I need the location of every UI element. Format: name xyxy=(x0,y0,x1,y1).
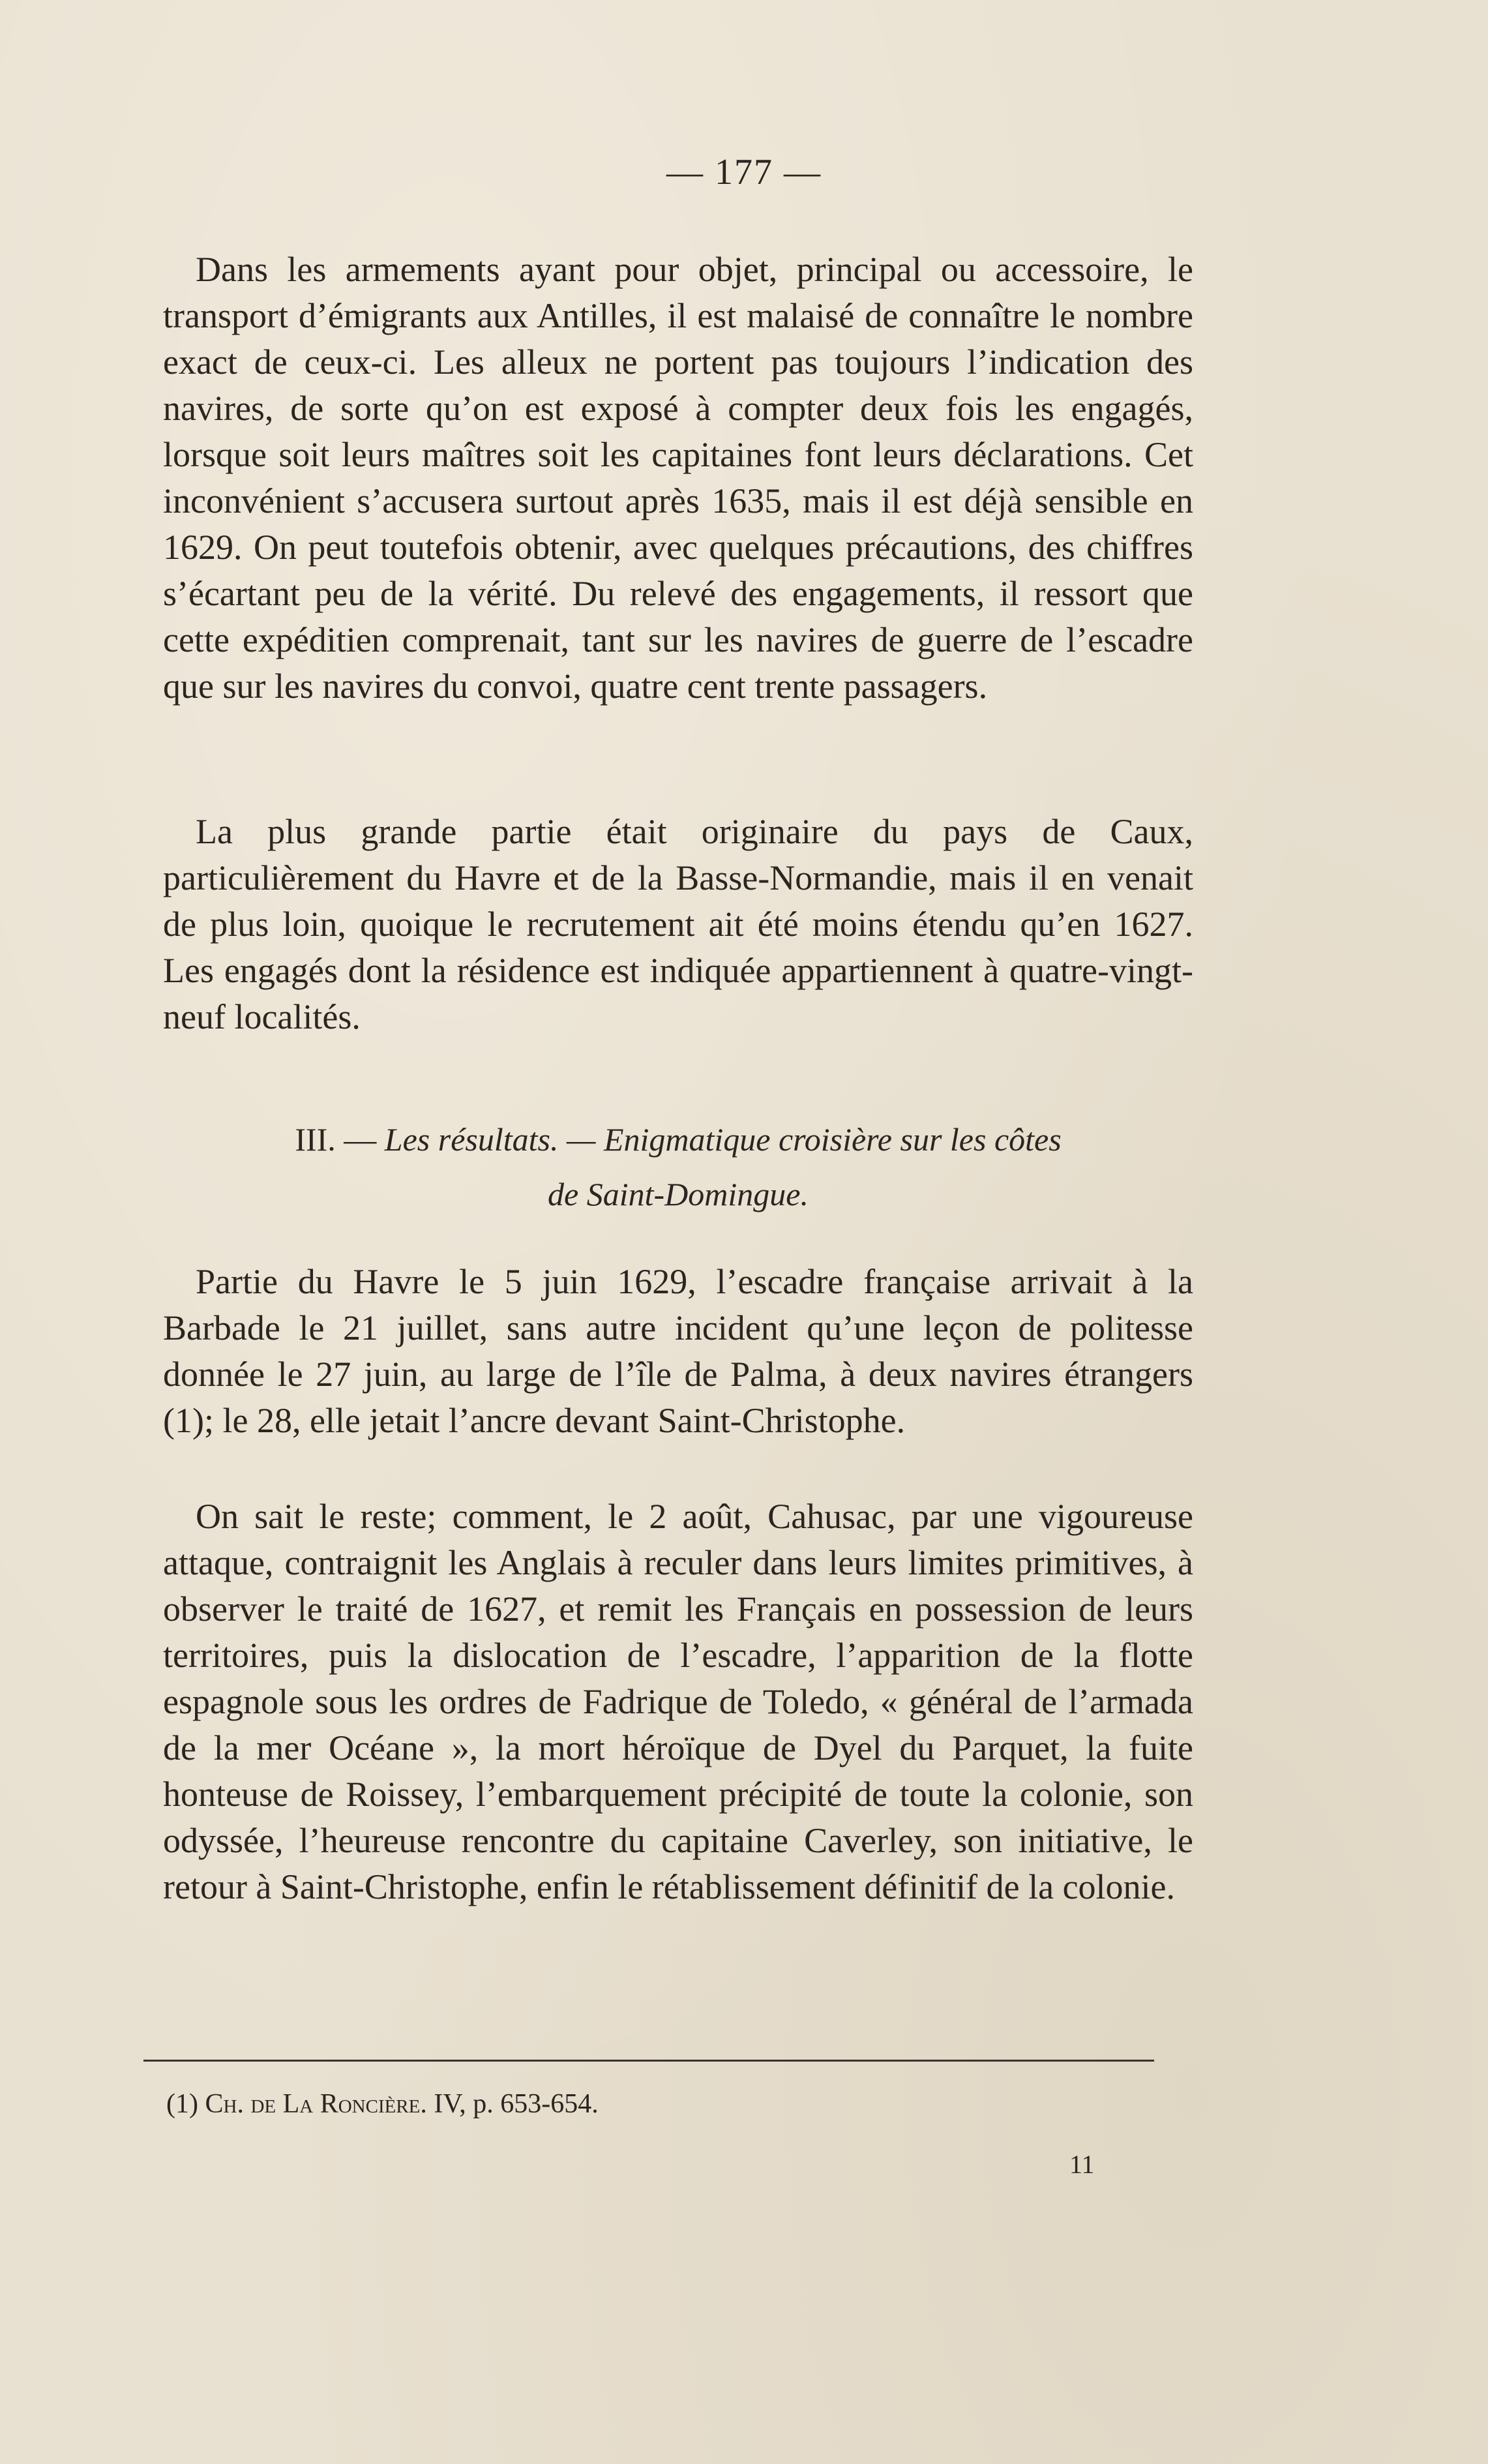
section-title: Les résultats. — Enigmatique croisière sur les côtes xyxy=(384,1121,1062,1158)
section-title-continued: de Saint-Domingue. xyxy=(548,1176,809,1212)
footnote xyxy=(166,2086,1144,2122)
section-heading xyxy=(163,1112,1193,1222)
paragraph-voyage: Partie du Havre le 5 juin 1629, l’escadre française arrivait à la Barbade le 21 juillet, sans autre incident qu’une leçon de politesse donnée le 27 juin, au large de l’île de Palma, à deux navires étrangers (1); le 28, elle jetait l’ancre devant Saint-Christophe. xyxy=(163,1262,1193,1440)
footnote-reference: IV, p. 653-654. xyxy=(434,2089,599,2119)
footnote-marker: (1) xyxy=(166,2089,198,2119)
section-heading-line-1 xyxy=(163,1112,1193,1167)
paragraph-emigrants: Dans les armements ayant pour objet, principal ou accessoire, le transport d’émigrants aux Antilles, il est malaisé de connaître le nombre exact de ceux-ci. Les alleux ne portent pas toujours l’indication des navires, de sorte qu’on est exposé à compter deux fois les engagés, lorsque soit leurs maîtres soit les capitaines font leurs déclarations. Cet inconvénient s’accusera surtout après 1635, mais il est déjà sensible en 1629. On peut toutefois obtenir, avec quelques précautions, des chiffres s’écartant peu de la vérité. Du relevé des engagements, il ressort que cette expéditien comprenait, tant sur les navires de guerre de l’escadre que sur les navires du convoi, quatre cent trente passagers. xyxy=(163,250,1193,706)
paragraph-origins: La plus grande partie était originaire du pays de Caux, particulièrement du Havre et de la Basse-Normandie, mais il en venait de plus loin, quoique le recrutement ait été moins étendu qu’en 1627. Les engagés dont la résidence est indiquée appartiennent à quatre-vingt-neuf localités. xyxy=(163,812,1193,1036)
paragraph-events: On sait le reste; comment, le 2 août, Cahusac, par une vigoureuse attaque, contraignit les Anglais à reculer dans leurs limites primitives, à observer le traité de 1627, et remit les Français en possession de leurs territoires, puis la dislocation de l’escadre, l’apparition de la flotte espagnole sous les ordres de Fadrique de Toledo, « général de l’armada de la mer Océane », la mort héroïque de Dyel du Parquet, la fuite honteuse de Roissey, l’embarquement précipité de toute la colonie, son odyssée, l’heureuse rencontre du capitaine Caverley, son initiative, le retour à Saint-Christophe, enfin le rétablissement définitif de la colonie. xyxy=(163,1497,1193,1906)
section-number: III. — xyxy=(295,1121,377,1158)
section-heading-line-2 xyxy=(163,1167,1193,1222)
footnote-author: Ch. de La Roncière. xyxy=(205,2089,427,2119)
page-number: — 177 — xyxy=(666,152,822,192)
signature-mark: 11 xyxy=(1069,2150,1095,2179)
footnote-divider xyxy=(143,2060,1154,2062)
